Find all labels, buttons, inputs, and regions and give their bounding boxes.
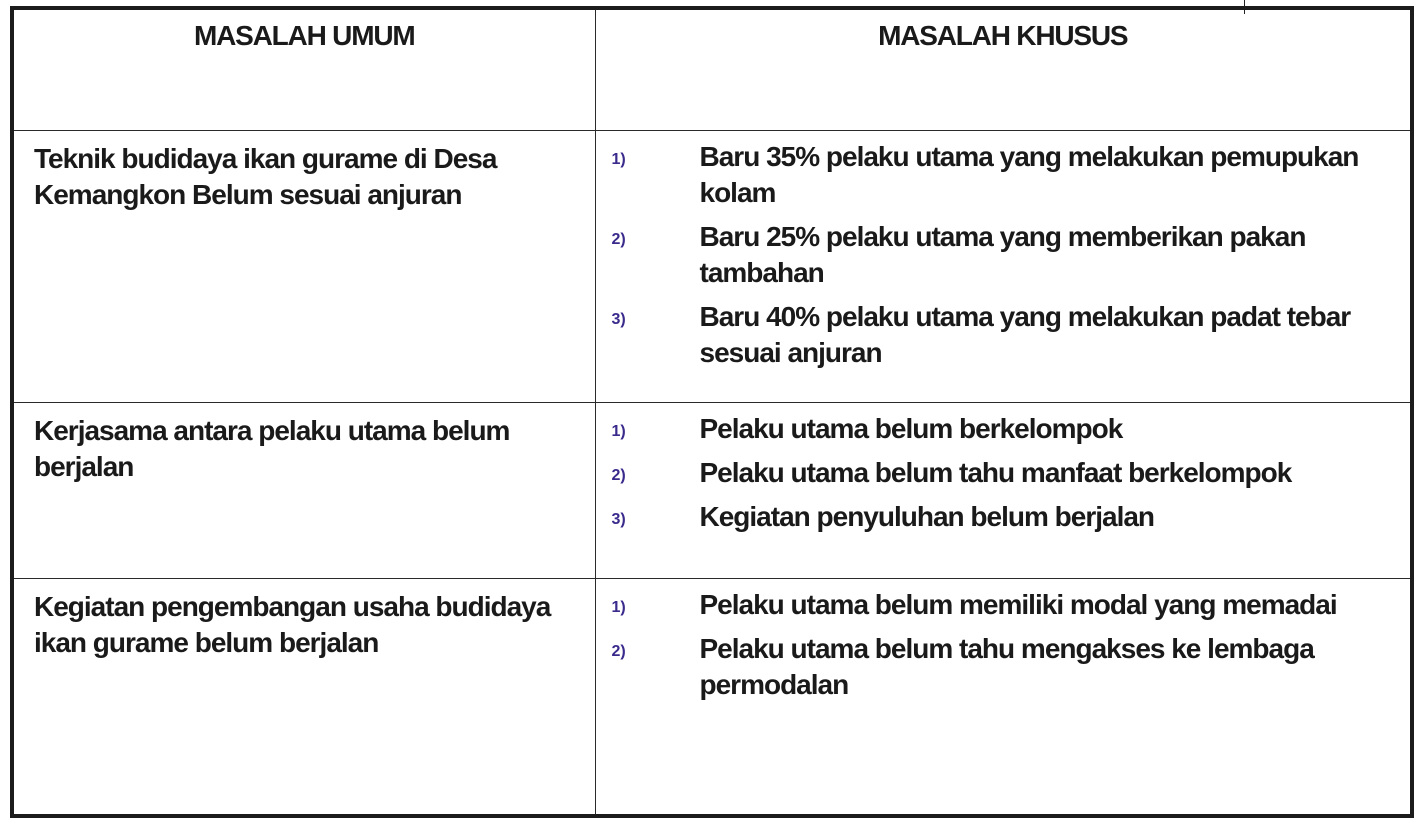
table-row xyxy=(12,130,1412,402)
item-number: 1) xyxy=(611,150,626,168)
list-item xyxy=(596,499,1401,535)
header-general: MASALAH UMUM xyxy=(12,8,595,130)
specific-problem-list xyxy=(596,131,1411,371)
specific-problems-cell xyxy=(595,402,1412,578)
specific-problems-cell xyxy=(595,578,1412,816)
list-item xyxy=(596,219,1401,291)
general-problem: Kerjasama antara pelaku utama belum berjalan xyxy=(12,402,595,578)
item-text: Pelaku utama belum tahu manfaat berkelompok xyxy=(699,456,1292,488)
general-problem: Kegiatan pengembangan usaha budidaya ikan gurame belum berjalan xyxy=(12,578,595,816)
list-item xyxy=(596,455,1401,491)
table-row xyxy=(12,402,1412,578)
header-row xyxy=(12,8,1412,130)
item-text: Pelaku utama belum berkelompok xyxy=(699,412,1123,444)
list-item xyxy=(596,411,1401,447)
general-problem: Teknik budidaya ikan gurame di Desa Kemangkon Belum sesuai anjuran xyxy=(12,130,595,402)
list-item xyxy=(596,139,1401,211)
item-number: 3) xyxy=(611,510,626,528)
item-number: 2) xyxy=(611,230,626,248)
specific-problems-cell xyxy=(595,130,1412,402)
list-item xyxy=(596,299,1401,371)
table-row xyxy=(12,578,1412,816)
specific-problem-list xyxy=(596,403,1411,535)
problem-table xyxy=(10,6,1414,818)
item-text: Pelaku utama belum memiliki modal yang memadai xyxy=(699,588,1337,620)
item-text: Baru 40% pelaku utama yang melakukan padat tebar sesuai anjuran xyxy=(699,300,1351,368)
item-text: Kegiatan penyuluhan belum berjalan xyxy=(699,500,1155,532)
header-specific: MASALAH KHUSUS xyxy=(595,8,1412,130)
item-text: Baru 35% pelaku utama yang melakukan pemupukan kolam xyxy=(699,140,1359,208)
list-item xyxy=(596,587,1401,623)
list-item xyxy=(596,631,1401,703)
item-number: 2) xyxy=(611,642,626,660)
item-text: Baru 25% pelaku utama yang memberikan pakan tambahan xyxy=(699,220,1306,288)
item-number: 1) xyxy=(611,422,626,440)
specific-problem-list xyxy=(596,579,1411,703)
item-number: 1) xyxy=(611,598,626,616)
item-number: 3) xyxy=(611,310,626,328)
item-number: 2) xyxy=(611,466,626,484)
item-text: Pelaku utama belum tahu mengakses ke lembaga permodalan xyxy=(699,632,1314,700)
